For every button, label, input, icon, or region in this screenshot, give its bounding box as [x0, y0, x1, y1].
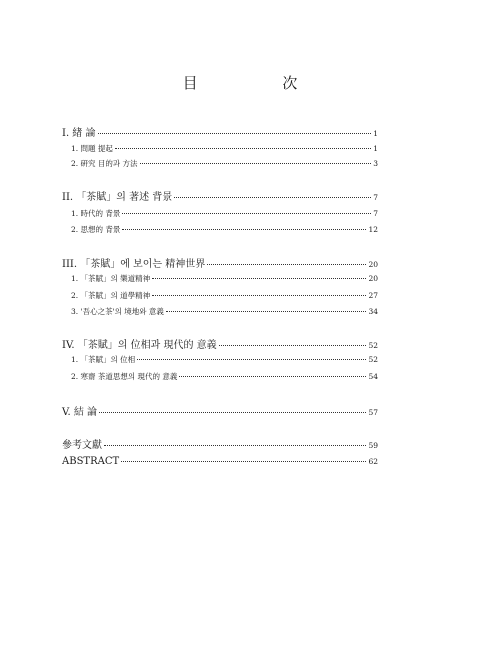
dot-leader: [121, 460, 366, 462]
toc-entry-thought-background[interactable]: [62, 224, 378, 235]
toc-entry-label: I. 緖 論: [62, 128, 96, 139]
dot-leader: [140, 162, 372, 164]
toc-entry-label: II. 「茶賦」의 著述 背景: [62, 192, 173, 203]
dot-leader: [179, 375, 366, 377]
toc-entry-page: 57: [368, 408, 378, 417]
toc-entry-label: 1. 「茶賦」의 樂道精神: [71, 274, 151, 283]
toc-entry-page: 52: [368, 355, 378, 364]
toc-entry-label: 3. '吾心之茶'의 境地와 意義: [71, 307, 164, 316]
toc-entry-label: 2. 「茶賦」의 道學精神: [71, 291, 151, 300]
toc-entry-nakdo-spirit[interactable]: [62, 273, 378, 284]
toc-entry-conclusion[interactable]: [62, 403, 378, 418]
dot-leader: [174, 196, 371, 198]
dot-leader: [152, 277, 366, 279]
toc-entry-spiritual-world[interactable]: [62, 255, 378, 270]
toc-entry-references[interactable]: [62, 436, 378, 451]
toc-entry-page: 7: [373, 209, 378, 218]
toc-entry-page: 27: [368, 291, 378, 300]
dot-leader: [122, 228, 366, 230]
toc-entry-page: 20: [368, 260, 378, 269]
toc-entry-label: 2. 思想的 背景: [71, 225, 121, 234]
toc-entry-label: 1. 問題 提起: [71, 144, 113, 153]
dot-leader: [99, 411, 366, 413]
toc-entry-status-significance[interactable]: [62, 336, 378, 351]
toc-entry-era-background[interactable]: [62, 208, 378, 219]
toc-entry-page: 54: [368, 372, 378, 381]
toc-entry-label: V. 結 論: [62, 407, 98, 418]
toc-entry-label: 1. 「茶賦」의 位相: [71, 355, 136, 364]
toc-entry-page: 3: [373, 159, 378, 168]
toc-entry-label: 2. 寒齋 茶道思想의 現代的 意義: [71, 372, 178, 381]
toc-entry-modern-significance[interactable]: [62, 371, 378, 382]
toc-entry-introduction[interactable]: [62, 124, 378, 139]
dot-leader: [98, 132, 372, 134]
toc-entry-status[interactable]: [62, 354, 378, 365]
toc-entry-dohak-spirit[interactable]: [62, 290, 378, 301]
toc-entry-osimjida[interactable]: [62, 306, 378, 317]
dot-leader: [166, 310, 367, 312]
toc-entry-page: 7: [373, 193, 378, 202]
toc-entry-purpose-method[interactable]: [62, 158, 378, 169]
toc-entry-label: 參考文獻: [62, 440, 102, 451]
toc-entry-page: 20: [368, 274, 378, 283]
toc-entry-label: ABSTRACT: [62, 456, 120, 467]
dot-leader: [207, 263, 366, 265]
dot-leader: [152, 294, 366, 296]
toc-entry-problem[interactable]: [62, 143, 378, 154]
toc-entry-label: 1. 時代的 背景: [71, 209, 121, 218]
toc-entry-label: IV. 「茶賦」의 位相과 現代的 意義: [62, 340, 217, 351]
dot-leader: [122, 212, 371, 214]
dot-leader: [219, 344, 367, 346]
dot-leader: [115, 147, 371, 149]
toc-entry-background[interactable]: [62, 188, 378, 203]
dot-leader: [137, 358, 366, 360]
toc-entry-abstract[interactable]: [62, 456, 378, 467]
page-title: 目 次: [182, 74, 338, 92]
toc-entry-page: 59: [368, 441, 378, 450]
toc-entry-label: 2. 硏究 目的과 方法: [71, 159, 138, 168]
toc-entry-page: 34: [368, 307, 378, 316]
toc-entry-page: 1: [373, 144, 378, 153]
toc-entry-page: 12: [368, 225, 378, 234]
toc-entry-page: 1: [373, 129, 378, 138]
toc-entry-label: III. 「茶賦」에 보이는 精神世界: [62, 259, 206, 270]
dot-leader: [104, 444, 366, 446]
toc-entry-page: 62: [368, 457, 378, 466]
toc-entry-page: 52: [368, 341, 378, 350]
